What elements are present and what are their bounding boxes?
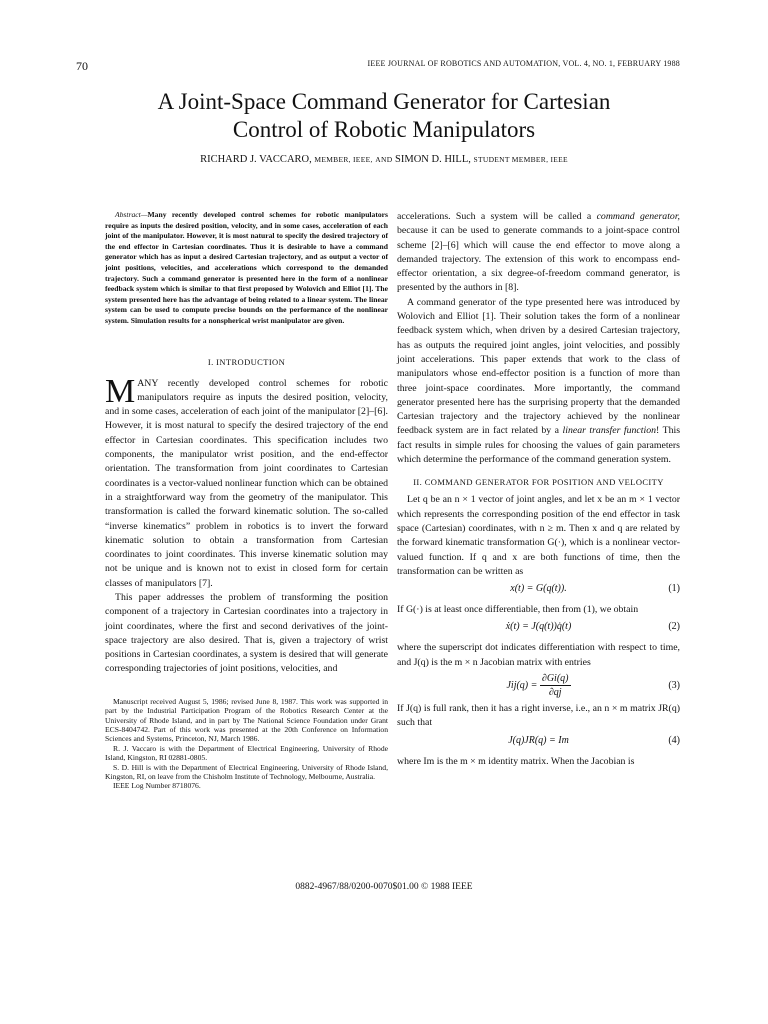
footnote-hill: S. D. Hill is with the Department of Electrical Engineering, University of Rhode Island, Kingston, RI, on leave from the Chisholm Institute of Technology, Melbourne, Australia. — [105, 762, 388, 782]
right-p2-emphasis: linear transfer function — [562, 425, 657, 437]
running-header: IEEE JOURNAL OF ROBOTICS AND AUTOMATION, VOL. 4, NO. 1, FEBRUARY 1988 — [367, 59, 680, 68]
right-p1-emphasis: command generator, — [596, 211, 680, 222]
equation-3-expression — [397, 672, 680, 699]
author-line — [0, 154, 768, 165]
equation-4-number: (4) — [668, 734, 680, 746]
footnotes — [105, 697, 388, 791]
section-heading-introduction: I. INTRODUCTION — [207, 356, 286, 367]
right-paragraph-3: Let q be an n × 1 vector of joint angles, and let x be an m × 1 vector which represents the corresponding position of the end effector in task space (Cartesian) coordinates, with n ≥ m. Then x and q are related by the forward kinematic transformation G(·), which is a nonlinear vector-valued function. If q and x are both functions of time, then the transformation can be written as — [397, 494, 680, 577]
footnote-log-number: IEEE Log Number 8718076. — [113, 781, 201, 791]
abstract — [105, 210, 388, 327]
right-p1-text-a: accelerations. Such a system will be called a — [397, 211, 597, 222]
introduction-body — [105, 372, 388, 677]
footnote-manuscript: Manuscript received August 5, 1986; revised June 8, 1987. This work was supported in part by the Industrial Participation Program of the Robotics Research Center at the University of Rhode Island, and in part by The National Science Foundation under Grant ECS-8404742. Part of this work was presented at the 20th Conference on Information Sciences and Systems, Princeton, NJ, March 1986. — [105, 696, 388, 744]
right-p1-text-b: because it can be used to generate commands to a joint-space control scheme [2]–[6] which will cause the end effector to move along a demanded trajectory. The extension of this work to encompass end-effector orientation, a six degree-of-freedom command generator, is presented by the authors in [8]. — [397, 225, 680, 294]
equation-3-fraction — [540, 672, 571, 699]
equation-3-denominator: ∂qj — [548, 687, 562, 699]
paper-title — [0, 88, 768, 144]
right-p2-text-a: A command generator of the type presented here was introduced by Wolovich and Elliot [1]. Their solution takes the form of a nonlinear feedback system which, when driven by a desired Cartesian trajectory, has as outputs the required joint angles, joint velocities, and possibly joint accelerations. This paper extends that work to the class of manipulators whose end-effector position is a function of more than three joint-space coordinates. More importantly, the command generator presented here has the surprising property that the demanded Cartesian trajectory and the trajectory achieved by the nonlinear feedback system are in fact related by a — [397, 296, 680, 437]
equation-3-lhs: Jij(q) = — [506, 679, 538, 691]
equation-1-number: (1) — [668, 583, 680, 595]
left-column — [105, 210, 388, 791]
equation-2 — [397, 617, 680, 641]
equation-2-expression: ẋ(t) = J(q(t))q̇(t) — [505, 621, 572, 633]
equation-3-numerator: ∂Gi(q) — [541, 673, 569, 685]
right-p2-text-b: ! This fact results in simple rules for choosing the values of gain parameters which determine the performance of the command generation system. — [397, 425, 681, 466]
right-paragraph-1 — [397, 210, 680, 296]
author-2-role: STUDENT MEMBER, IEEE — [473, 155, 568, 164]
right-paragraph-6: If J(q) is full rank, then it has a right inverse, i.e., an n × m matrix JR(q) such that — [397, 703, 680, 729]
right-paragraph-5: where the superscript dot indicates differentiation with respect to time, and J(q) is the m × n Jacobian matrix with entries — [397, 642, 680, 668]
intro-paragraph-2: This paper addresses the problem of transforming the position component of a trajectory in Cartesian coordinates into a trajectory in joint coordinates, where the first and second derivatives of the joint-space trajectory are also desired. That is, given a trajectory of wrist positions in Cartesian coordinates, a system is desired that will generate corresponding trajectories of joint positions, velocities, and — [105, 591, 388, 675]
intro-paragraph-1 — [105, 372, 388, 591]
author-2: SIMON D. HILL, — [395, 154, 471, 165]
author-1: RICHARD J. VACCARO, — [200, 154, 312, 165]
copyright-footer: 0882-4967/88/0200-0070$01.00 © 1988 IEEE — [295, 882, 473, 892]
title-line-1: A Joint-Space Command Generator for Cartesian — [157, 89, 611, 114]
equation-3 — [397, 670, 680, 702]
abstract-text: Many recently developed control schemes for robotic manipulators require as inputs the desired position, velocity, and in some cases, acceleration of each joint of the manipulator. However, it is most natural to specify the desired trajectory of the end effector in Cartesian coordinates. Thus it is desirable to have a command generator which has as input a desired Cartesian trajectory, and as output a vector of joint positions, velocities, and accelerations which correspond to the demanded trajectory. Such a command generator is presented here in the form of a nonlinear feedback system which is similar to that first proposed by Wolovich and Elliot [1]. The system presented here has the advantage of being related to a linear system. The linear system can be used to compute precise bounds on the performance of the nonlinear system. Simulation results for a nonspherical wrist manipulator are given. — [105, 210, 388, 325]
title-line-2: Control of Robotic Manipulators — [232, 117, 536, 142]
equation-2-number: (2) — [668, 621, 680, 633]
right-paragraph-2 — [397, 296, 680, 468]
equation-3-number: (3) — [668, 680, 680, 692]
author-1-role: MEMBER, IEEE, — [314, 155, 373, 164]
abstract-lead: Abstract— — [115, 210, 148, 219]
right-paragraph-7: where Im is the m × m identity matrix. When the Jacobian is — [397, 755, 635, 767]
equation-1-expression: x(t) = G(q(t)). — [510, 583, 567, 595]
author-conjunction: AND — [375, 155, 393, 164]
right-paragraph-4: If G(·) is at least once differentiable, then from (1), we obtain — [397, 604, 639, 616]
equation-4 — [397, 731, 680, 755]
right-column — [397, 210, 680, 769]
page-number: 70 — [76, 59, 88, 73]
equation-4-expression: J(q)JR(q) = Im — [508, 734, 569, 746]
equation-1 — [397, 579, 680, 603]
footnote-vaccaro: R. J. Vaccaro is with the Department of Electrical Engineering, University of Rhode Island, Kingston, RI 02881-0805. — [105, 743, 388, 763]
drop-cap: M — [105, 372, 136, 410]
section-heading-command-generator: II. COMMAND GENERATOR FOR POSITION AND VELOCITY — [413, 477, 664, 488]
intro-paragraph-1-text: ANY recently developed control schemes for robotic manipulators require as inputs the desired position, velocity, and in some cases, acceleration of each joint of the manipulator [2]–[6]. However, it is most natural to specify the desired trajectory of the end effector in Cartesian coordinates. This specification includes two components, the manipulator wrist position, and the end-effector orientation. The transformation from joint coordinates to Cartesian coordinates is a vector-valued nonlinear function which can be obtained in a straightforward way from the geometry of the manipulator. This transformation is called the forward kinematic solution. The so-called “inverse kinematics” problem in robotics is to invert the forward kinematic solution to obtain a transformation from Cartesian coordinates to joint coordinates. This inverse kinematic solution may not be unique and is known not to exist in closed form for certain classes of manipulators [7]. — [105, 377, 388, 589]
